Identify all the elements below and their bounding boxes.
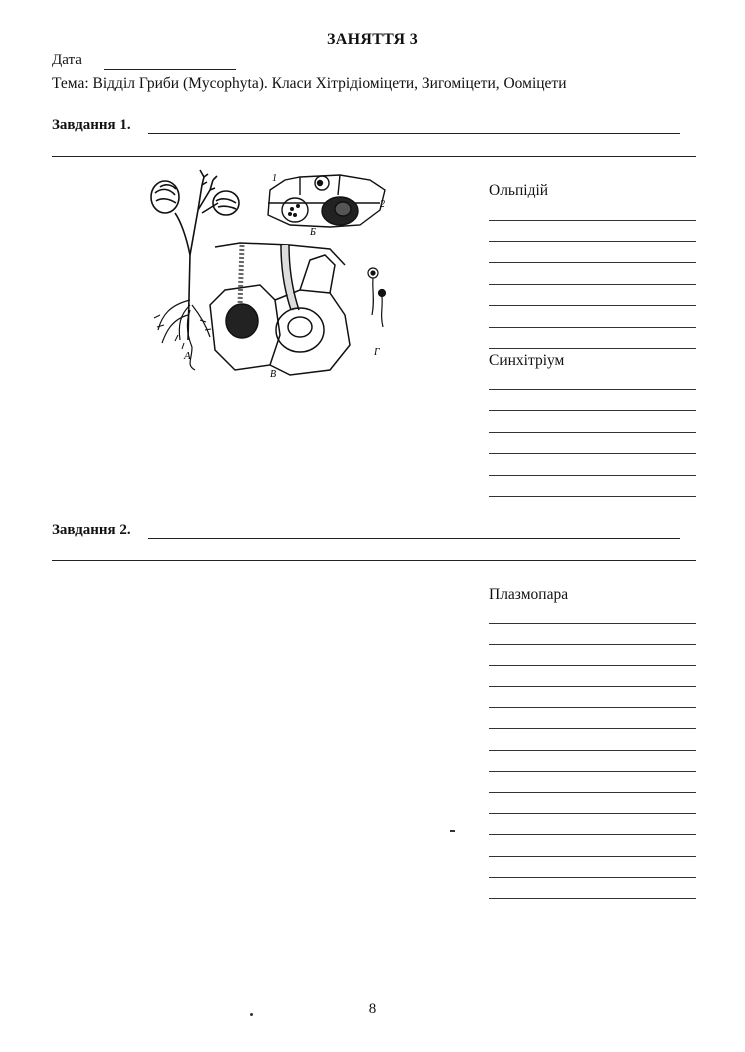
note-label-plasmopara: Плазмопара: [489, 586, 569, 603]
figure-label-1: 1: [272, 173, 277, 184]
note-line[interactable]: [489, 496, 696, 497]
cell-figure-b: [268, 175, 385, 227]
note-line[interactable]: [489, 834, 696, 835]
date-field-line[interactable]: [104, 69, 236, 70]
note-line[interactable]: [489, 686, 696, 687]
figure-label-a: А: [184, 350, 191, 362]
page-title: ЗАНЯТТЯ 3: [327, 31, 418, 48]
task-1-answer-line[interactable]: [148, 133, 680, 134]
note-line[interactable]: [489, 220, 696, 221]
fungi-illustration: [140, 165, 410, 380]
note-line[interactable]: [489, 665, 696, 666]
note-line[interactable]: [489, 728, 696, 729]
note-line[interactable]: [489, 410, 696, 411]
note-label-olpidium: Ольпідій: [489, 182, 549, 199]
figure-label-2: 2: [380, 199, 385, 210]
note-line[interactable]: [489, 623, 696, 624]
note-line[interactable]: [489, 877, 696, 878]
figure-label-g: Г: [374, 347, 380, 358]
figure-label-b: Б: [310, 227, 316, 238]
note-line[interactable]: [489, 305, 696, 306]
topic-line: Тема: Відділ Гриби (Mycophyta). Класи Хітрідіоміцети, Зигоміцети, Ооміцети: [52, 75, 567, 92]
note-line[interactable]: [489, 241, 696, 242]
note-line[interactable]: [489, 792, 696, 793]
note-line[interactable]: [489, 813, 696, 814]
note-line[interactable]: [489, 262, 696, 263]
date-label: Дата: [52, 52, 82, 68]
note-line[interactable]: [489, 327, 696, 328]
note-line[interactable]: [489, 284, 696, 285]
task-1-answer-line-2[interactable]: [52, 156, 696, 157]
note-line[interactable]: [489, 898, 696, 899]
note-line[interactable]: [489, 389, 696, 390]
note-line[interactable]: [489, 707, 696, 708]
note-line[interactable]: [489, 856, 696, 857]
zoospore-figure-g: [368, 268, 386, 327]
scan-speck: [450, 830, 455, 832]
note-label-synchytrium: Синхітріум: [489, 352, 565, 369]
note-line[interactable]: [489, 432, 696, 433]
task-1-label: Завдання 1.: [52, 117, 131, 133]
note-line[interactable]: [489, 644, 696, 645]
task-2-answer-line-2[interactable]: [52, 560, 696, 561]
note-line[interactable]: [489, 771, 696, 772]
note-line[interactable]: [489, 750, 696, 751]
note-line[interactable]: [489, 348, 696, 349]
note-line[interactable]: [489, 453, 696, 454]
page-number: 8: [368, 1001, 377, 1017]
task-2-label: Завдання 2.: [52, 522, 131, 538]
task-2-answer-line[interactable]: [148, 538, 680, 539]
figure-label-v: В: [270, 369, 277, 380]
cell-figure-v: [210, 243, 350, 375]
plant-figure-a: [151, 170, 239, 370]
note-line[interactable]: [489, 475, 696, 476]
